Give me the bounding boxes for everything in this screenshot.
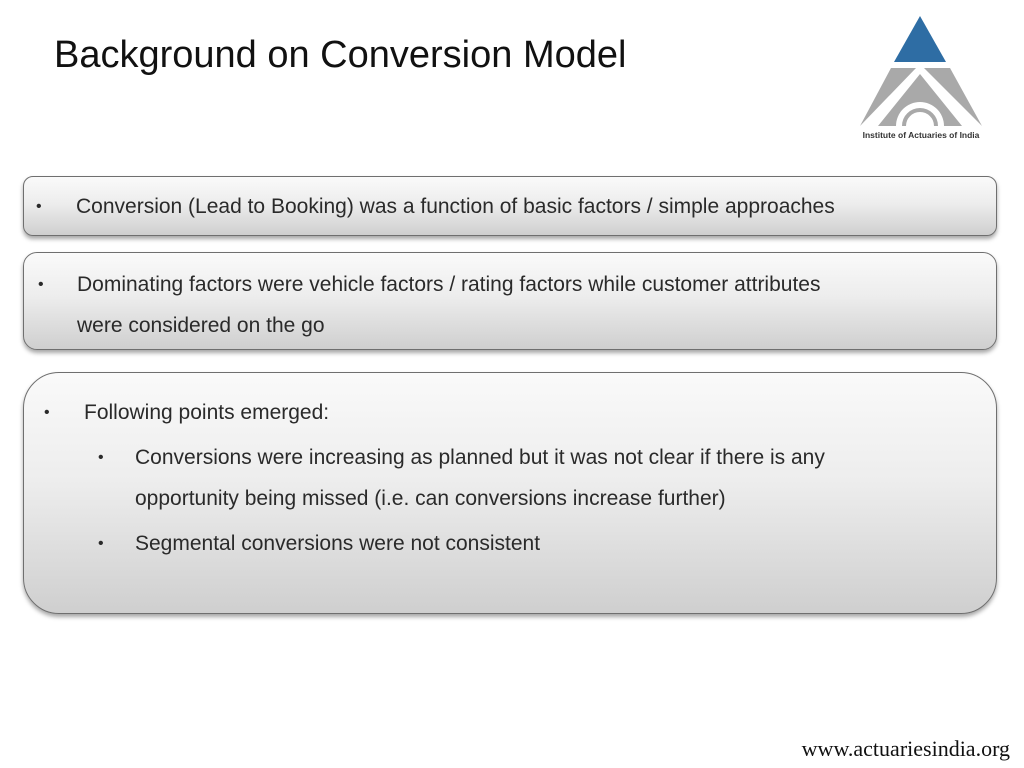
bullet-icon: • bbox=[38, 276, 44, 293]
bullet-icon: • bbox=[44, 404, 50, 421]
bullet-icon: • bbox=[36, 198, 42, 215]
logo-triangles-icon bbox=[856, 14, 986, 130]
bullet-icon: • bbox=[98, 535, 104, 552]
institute-of-actuaries-logo bbox=[856, 14, 986, 146]
sub-bullet-text: Segmental conversions were not consistent bbox=[135, 532, 541, 555]
slide-title: Background on Conversion Model bbox=[54, 34, 627, 76]
bullet-heading: Following points emerged: bbox=[84, 401, 330, 424]
content-panel-3 bbox=[23, 372, 997, 614]
bullet-text: Conversion (Lead to Booking) was a function of basic factors / simple approaches bbox=[76, 195, 835, 218]
logo-arc bbox=[904, 110, 936, 126]
content-panel-2 bbox=[23, 252, 997, 350]
sub-bullet-text-line-1: Conversions were increasing as planned but it was not clear if there is any bbox=[135, 446, 825, 469]
content-panel-1 bbox=[23, 176, 997, 236]
sub-bullet-text-line-2: opportunity being missed (i.e. can conversions increase further) bbox=[135, 487, 726, 510]
bullet-icon: • bbox=[98, 449, 104, 466]
logo-top-triangle bbox=[894, 16, 946, 62]
bullet-text-line-1: Dominating factors were vehicle factors / rating factors while customer attributes bbox=[77, 273, 821, 296]
bullet-text-line-2: were considered on the go bbox=[77, 314, 325, 337]
logo-caption: Institute of Actuaries of India bbox=[862, 130, 980, 140]
footer-url: www.actuariesindia.org bbox=[801, 736, 1010, 761]
